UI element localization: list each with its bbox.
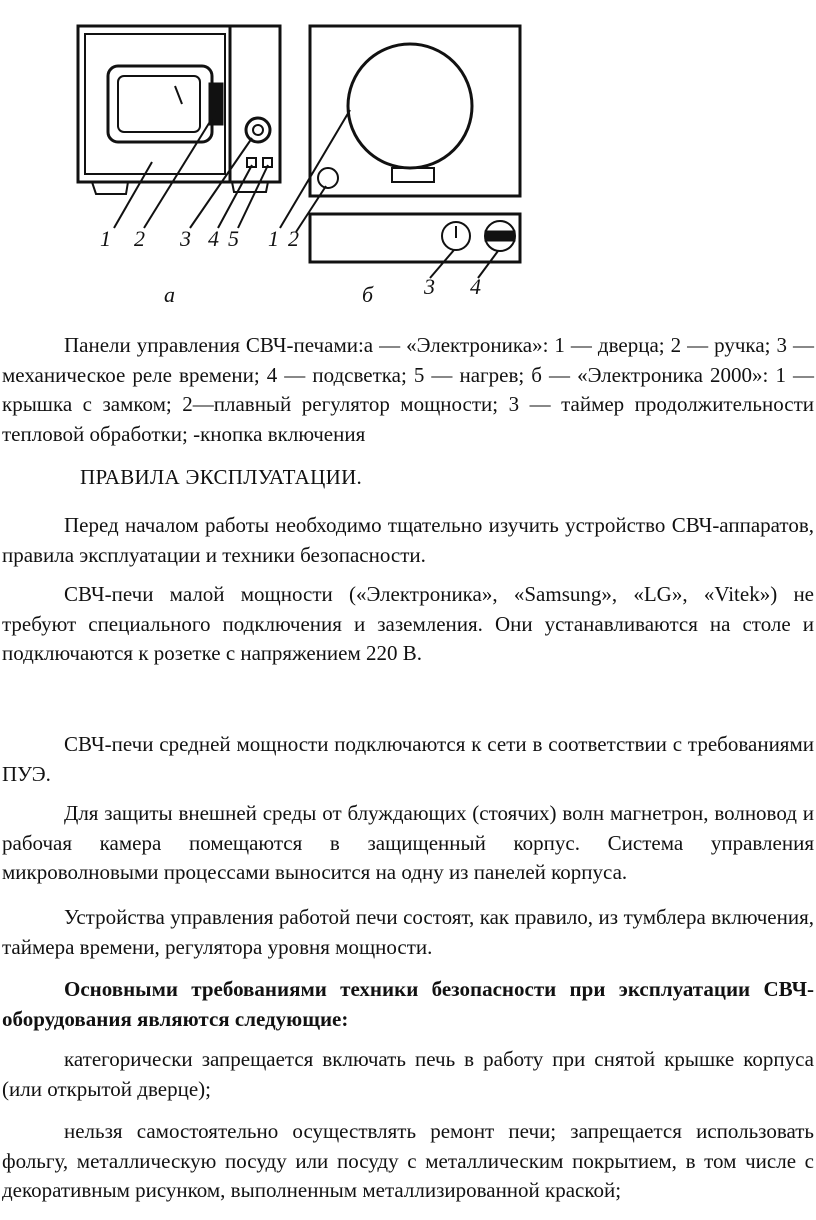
figure-caption: Панели управления СВЧ-печами:а — «Электроника»: 1 — дверца; 2 — ручка; 3 — механическое реле времени; 4 — подсветка; 5 — нагрев; б — «Электроника 2000»: 1 — крышка с замком; 2—плавный регулятор мощности; 3 — таймер продолжительности тепловой обработки; -кнопка включения <box>2 333 814 446</box>
label-a-3: 3 <box>180 226 191 251</box>
label-b-3: 3 <box>424 274 435 299</box>
paragraph-5: Устройства управления работой печи состоят, как правило, из тумблера включения, таймера времени, регулятора уровня мощности. <box>2 905 814 959</box>
section-heading: ПРАВИЛА ЭКСПЛУАТАЦИИ. <box>80 465 363 489</box>
paragraph-7: категорически запрещается включать печь в работу при снятой крышке корпуса (или открытой дверце); <box>2 1047 814 1101</box>
microwave-a-drawing <box>78 26 280 228</box>
label-a-5: 5 <box>228 226 239 251</box>
paragraph-8: нельзя самостоятельно осуществлять ремонт печи; запрещается использовать фольгу, металлическую посуду или посуду с металлическим покрытием, в том числе с декоративным рисунком, выполненным металлизированной краской; <box>2 1119 814 1202</box>
panel-a-label: а <box>164 282 175 307</box>
paragraph-4: Для защиты внешней среды от блуждающих (стоячих) волн магнетрон, волновод и рабочая камера помещаются в защищенный корпус. Система управления микроволновыми процессами выносится на одну из панелей корпуса. <box>2 801 814 884</box>
paragraph-1: Перед началом работы необходимо тщательно изучить устройство СВЧ-аппаратов, правила эксплуатации и техники безопасности. <box>2 513 814 567</box>
label-a-2: 2 <box>134 226 145 251</box>
panel-b-label: б <box>362 282 374 307</box>
label-b-1: 1 <box>268 226 279 251</box>
label-b-2: 2 <box>288 226 299 251</box>
label-b-4: 4 <box>470 274 481 299</box>
microwave-panels-figure <box>0 0 816 320</box>
paragraph-2: СВЧ-печи малой мощности («Электроника», «Samsung», «LG», «Vitek») не требуют специального подключения и заземления. Они устанавливаются на столе и подключаются к розетке с напряжением 220 В. <box>2 582 814 665</box>
label-a-4: 4 <box>208 226 219 251</box>
microwave-b-drawing <box>280 26 520 278</box>
label-a-1: 1 <box>100 226 111 251</box>
paragraph-6-bold: Основными требованиями техники безопасности при эксплуатации СВЧ-оборудования являются следующие: <box>2 977 814 1031</box>
paragraph-3: СВЧ-печи средней мощности подключаются к сети в соответствии с требованиями ПУЭ. <box>2 732 814 786</box>
